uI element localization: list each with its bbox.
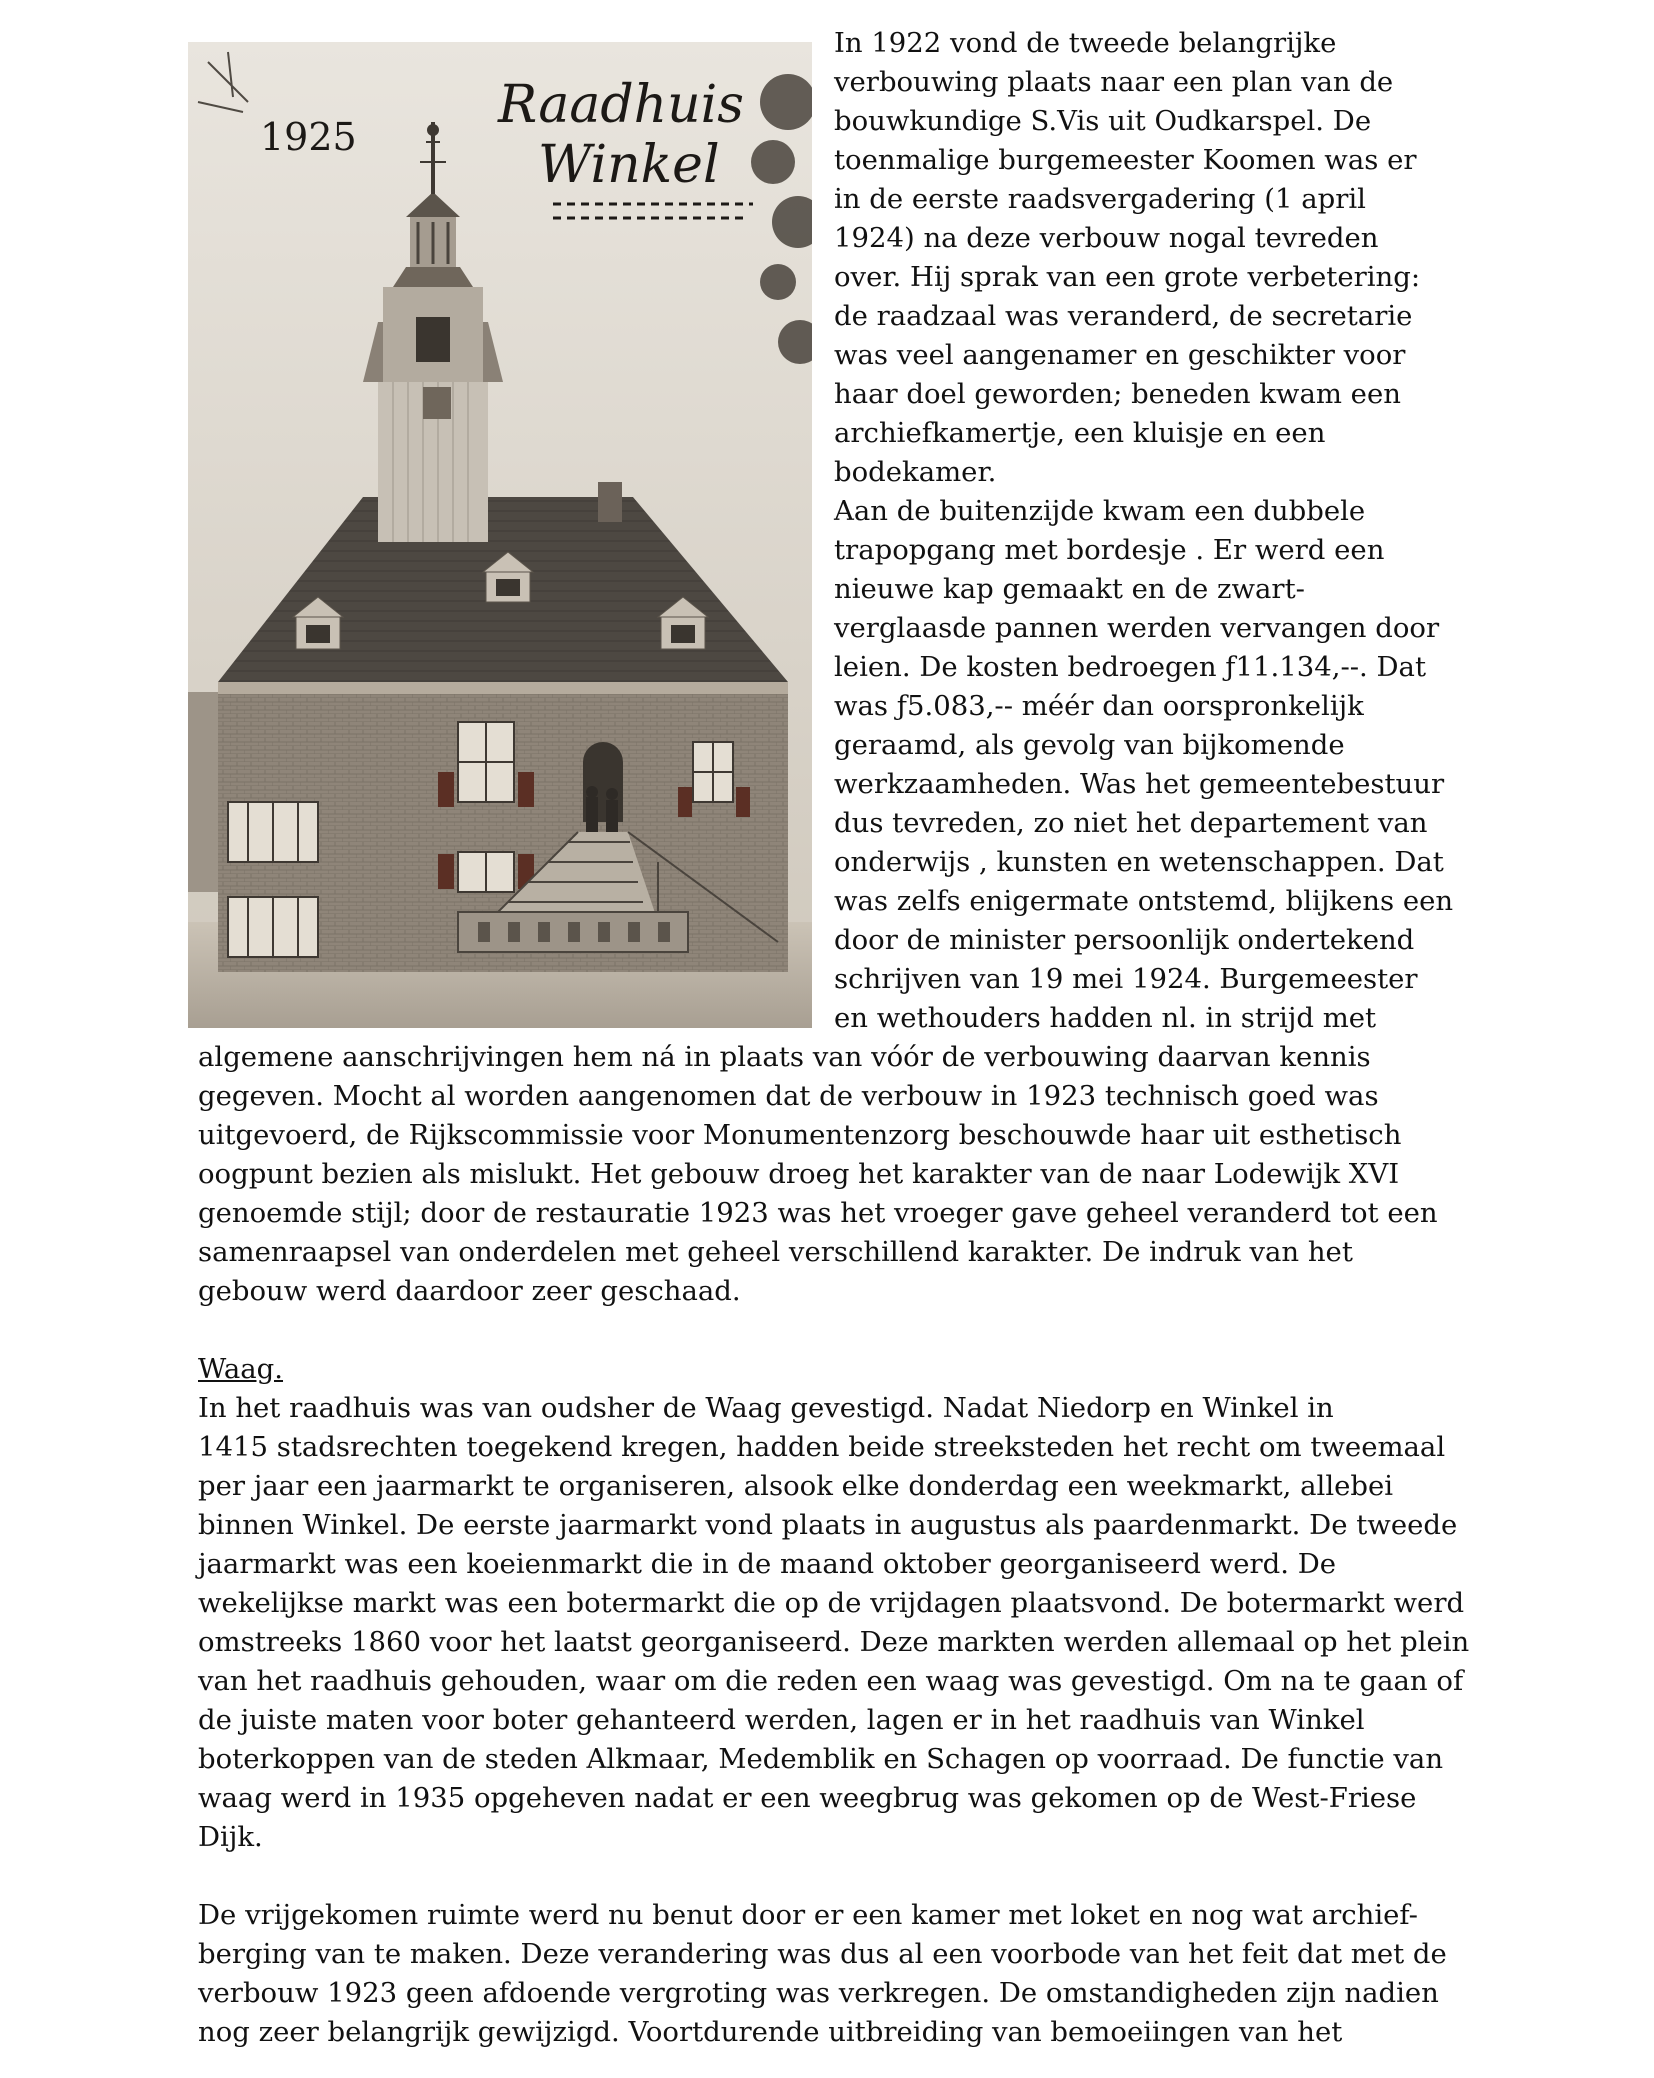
text-line: algemene aanschrijvingen hem ná in plaats van vóór de verbouwing daarvan kennis (198, 1041, 1371, 1073)
raadhuis-photo (188, 42, 812, 1028)
text-line: binnen Winkel. De eerste jaarmarkt vond plaats in augustus als paardenmarkt. De tweede (198, 1509, 1458, 1541)
text-line: omstreeks 1860 voor het laatst georganiseerd. Deze markten werden allemaal op het plein (198, 1626, 1470, 1658)
text-line: haar doel geworden; beneden kwam een (834, 378, 1401, 410)
photo-title-line1: Raadhuis (498, 75, 744, 135)
photo-year-caption: 1925 (260, 115, 357, 159)
text-line: was ƒ5.083,-- méér dan oorspronkelijk (834, 690, 1364, 722)
text-line: was zelfs enigermate ontstemd, blijkens een (834, 885, 1454, 917)
text-line: archiefkamertje, een kluisje en een (834, 417, 1326, 449)
text-line: over. Hij sprak van een grote verbetering: (834, 261, 1421, 293)
text-line: geraamd, als gevolg van bijkomende (834, 729, 1345, 761)
text-line: leien. De kosten bedroegen ƒ11.134,--. Dat (834, 651, 1427, 683)
text-line: verbouw 1923 geen afdoende vergroting was verkregen. De omstandigheden zijn nadien (198, 1977, 1439, 2009)
text-line: verglaasde pannen werden vervangen door (834, 612, 1440, 644)
photo-title-line2: Winkel (538, 135, 720, 195)
text-line: 1415 stadsrechten toegekend kregen, hadden beide streeksteden het recht om tweemaal (198, 1431, 1446, 1463)
text-line: samenraapsel van onderdelen met geheel verschillend karakter. De indruk van het (198, 1236, 1353, 1268)
text-line: door de minister persoonlijk ondertekend (834, 924, 1415, 956)
text-line: onderwijs , kunsten en wetenschappen. Dat (834, 846, 1444, 878)
text-line: De vrijgekomen ruimte werd nu benut door er een kamer met loket en nog wat archief- (198, 1899, 1418, 1931)
text-line: dus tevreden, zo niet het departement van (834, 807, 1428, 839)
section-heading-waag: Waag. (198, 1353, 284, 1385)
text-line: gebouw werd daardoor zeer geschaad. (198, 1275, 741, 1307)
text-line: van het raadhuis gehouden, waar om die reden een waag was gevestigd. Om na te gaan of (198, 1665, 1464, 1697)
text-line: per jaar een jaarmarkt te organiseren, alsook elke donderdag een weekmarkt, allebei (198, 1470, 1394, 1502)
text-line: nieuwe kap gemaakt en de zwart- (834, 573, 1305, 605)
text-line: toenmalige burgemeester Koomen was er (834, 144, 1417, 176)
text-line: In 1922 vond de tweede belangrijke (834, 27, 1337, 59)
text-line: wekelijkse markt was een botermarkt die op de vrijdagen plaatsvond. De botermarkt werd (198, 1587, 1465, 1619)
text-line: waag werd in 1935 opgeheven nadat er een weegbrug was gekomen op de West-Friese (198, 1782, 1417, 1814)
text-line: werkzaamheden. Was het gemeentebestuur (834, 768, 1445, 800)
text-line: trapopgang met bordesje . Er werd een (834, 534, 1385, 566)
text-line: oogpunt bezien als mislukt. Het gebouw droeg het karakter van de naar Lodewijk XVI (198, 1158, 1400, 1190)
text-line: verbouwing plaats naar een plan van de (834, 66, 1394, 98)
text-line: genoemde stijl; door de restauratie 1923 was het vroeger gave geheel veranderd tot een (198, 1197, 1438, 1229)
text-line: In het raadhuis was van oudsher de Waag gevestigd. Nadat Niedorp en Winkel in (198, 1392, 1334, 1424)
text-line: en wethouders hadden nl. in strijd met (834, 1002, 1377, 1034)
text-line: Dijk. (198, 1821, 263, 1853)
text-line: gegeven. Mocht al worden aangenomen dat de verbouw in 1923 technisch goed was (198, 1080, 1379, 1112)
text-line: boterkoppen van de steden Alkmaar, Medemblik en Schagen op voorraad. De functie van (198, 1743, 1444, 1775)
text-line: uitgevoerd, de Rijkscommissie voor Monumentenzorg beschouwde haar uit esthetisch (198, 1119, 1402, 1151)
text-line: nog zeer belangrijk gewijzigd. Voortdurende uitbreiding van bemoeiingen van het (198, 2016, 1343, 2048)
text-line: was veel aangenamer en geschikter voor (834, 339, 1406, 371)
text-line: 1924) na deze verbouw nogal tevreden (834, 222, 1379, 254)
text-line: schrijven van 19 mei 1924. Burgemeester (834, 963, 1418, 995)
text-line: bouwkundige S.Vis uit Oudkarspel. De (834, 105, 1372, 137)
text-line: berging van te maken. Deze verandering was dus al een voorbode van het feit dat met de (198, 1938, 1447, 1970)
text-line: in de eerste raadsvergadering (1 april (834, 183, 1366, 215)
text-line: de raadzaal was veranderd, de secretarie (834, 300, 1413, 332)
text-line: jaarmarkt was een koeienmarkt die in de maand oktober georganiseerd werd. De (198, 1548, 1337, 1580)
text-line: Aan de buitenzijde kwam een dubbele (834, 495, 1366, 527)
text-line: bodekamer. (834, 456, 997, 488)
text-line: de juiste maten voor boter gehanteerd werden, lagen er in het raadhuis van Winkel (198, 1704, 1365, 1736)
